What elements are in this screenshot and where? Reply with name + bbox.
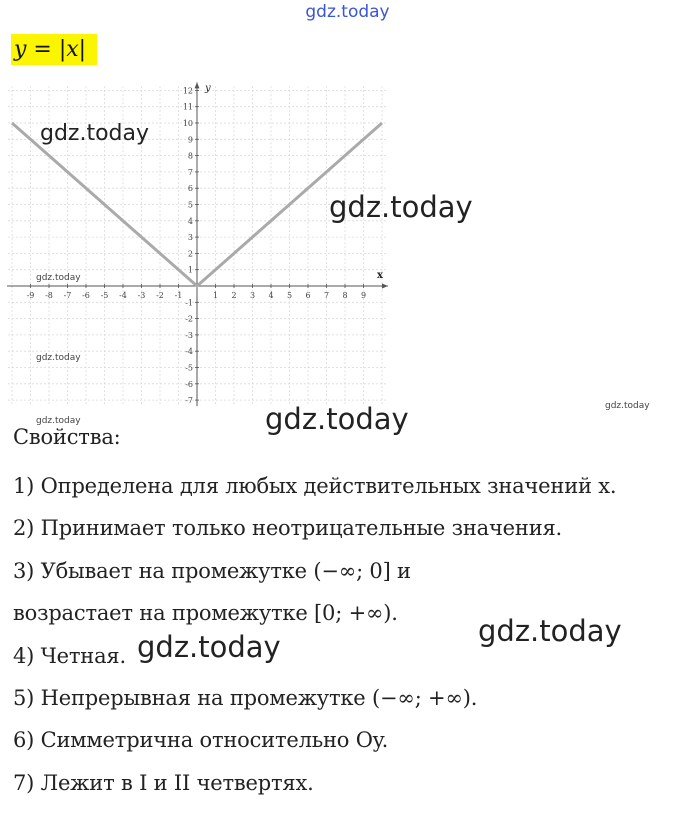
- x-tick-label: 5: [286, 291, 293, 300]
- y-tick-label: -7: [185, 396, 193, 406]
- y-tick-label: 4: [187, 216, 193, 226]
- x-tick-label: 6: [305, 291, 311, 300]
- property-item: 2) Принимает только неотрицательные значения.: [13, 516, 563, 540]
- x-tick-label: -1: [174, 291, 183, 300]
- watermark: gdz.today: [36, 353, 81, 363]
- y-tick-label: 2: [187, 249, 193, 259]
- y-tick-label: 11: [182, 102, 193, 112]
- watermark: gdz.today: [36, 273, 81, 283]
- x-tick-label: -6: [82, 291, 90, 300]
- x-tick-label: -8: [45, 291, 53, 300]
- watermark: gdz.today: [40, 121, 150, 146]
- property-item: 6) Симметрична относительно Oy.: [13, 728, 389, 752]
- y-tick-label: -1: [185, 298, 193, 308]
- function-formula: y = |x|: [11, 34, 97, 65]
- x-tick-label: -9: [26, 291, 35, 300]
- y-tick-label: -3: [185, 330, 193, 340]
- y-tick-label: 5: [187, 200, 193, 210]
- watermark: gdz.today: [605, 401, 650, 411]
- y-tick-label: -5: [185, 363, 193, 373]
- x-tick-label: 7: [323, 291, 330, 300]
- x-axis-label: x: [377, 270, 383, 281]
- x-tick-label: -2: [156, 291, 164, 300]
- x-tick-label: -3: [137, 291, 146, 300]
- y-axis-label: y: [205, 83, 211, 94]
- x-tick-label: -5: [100, 291, 109, 300]
- watermark: gdz.today: [329, 190, 473, 224]
- watermark: gdz.today: [36, 416, 81, 426]
- y-tick-label: 12: [182, 86, 193, 96]
- y-tick-label: 9: [187, 135, 193, 145]
- y-tick-label: 7: [187, 167, 193, 177]
- x-tick-label: 3: [249, 291, 256, 300]
- x-tick-label: 8: [342, 291, 348, 300]
- x-tick-label: 2: [231, 291, 237, 300]
- y-tick-label: -2: [185, 314, 193, 324]
- watermark: gdz.today: [137, 630, 281, 664]
- property-item: 5) Непрерывная на промежутке (−∞; +∞).: [13, 686, 478, 710]
- x-tick-label: -7: [63, 291, 72, 300]
- x-tick-label: -4: [119, 291, 127, 300]
- watermark: gdz.today: [478, 614, 622, 648]
- x-tick-label: 9: [360, 291, 367, 300]
- property-item: 4) Четная.: [13, 644, 126, 668]
- x-axis-arrow: [382, 284, 388, 289]
- y-tick-label: 8: [187, 151, 193, 161]
- watermark: gdz.today: [265, 402, 409, 436]
- property-item: 7) Лежит в I и II четвертях.: [13, 771, 314, 795]
- property-item: возрастает на промежутке [0; +∞).: [13, 601, 398, 625]
- x-tick-label: 4: [268, 291, 274, 300]
- y-axis-arrow: [195, 82, 200, 88]
- property-item: 3) Убывает на промежутке (−∞; 0] и: [13, 559, 411, 583]
- y-tick-label: 3: [187, 233, 193, 243]
- y-tick-label: -4: [185, 347, 193, 357]
- y-tick-label: 6: [187, 184, 193, 194]
- y-tick-label: 10: [182, 119, 193, 128]
- property-item: 1) Определена для любых действительных значений x.: [13, 474, 617, 498]
- site-link[interactable]: gdz.today: [305, 2, 390, 22]
- properties-heading: Свойства:: [13, 425, 121, 449]
- x-tick-label: 1: [212, 291, 219, 300]
- y-tick-label: 1: [187, 265, 193, 275]
- y-tick-label: -6: [185, 379, 193, 389]
